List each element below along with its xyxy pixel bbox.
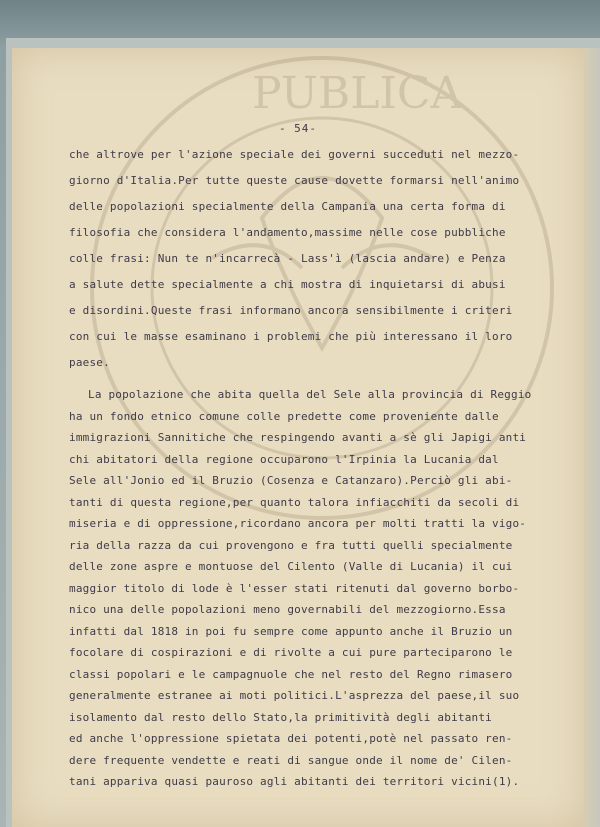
text-line: Sele all'Jonio ed il Bruzio (Cosenza e Catanzaro).Perciò gli abi-: [69, 474, 513, 487]
text-line: focolare di cospirazioni e di rivolte a cui pure parteciparono le: [69, 646, 513, 659]
text-line: ria della razza da cui provengono e fra tutti quelli specialmente: [69, 538, 513, 552]
text-line: delle popolazioni specialmente della Campania una certa forma di: [69, 200, 506, 213]
svg-text:PUBLICA: PUBLICA: [252, 68, 463, 119]
text-line: giorno d'Italia.Per tutte queste cause dovette formarsi nell'animo: [69, 174, 520, 187]
text-line: tani appariva quasi pauroso agli abitanti dei territori vicini(1).: [69, 775, 520, 788]
text-line: con cui le masse esaminano i problemi che più interessano il loro: [69, 330, 513, 343]
page-edge: [584, 48, 600, 827]
text-line: generalmente estranee ai moti politici.L'asprezza del paese,il suo: [69, 689, 520, 702]
document-page: [12, 48, 584, 827]
text-line: nico una delle popolazioni meno governabili del mezzogiorno.Essa: [69, 603, 506, 616]
text-line: isolamento dal resto dello Stato,la primitività degli abitanti: [69, 710, 492, 724]
text-line: classi popolari e le campagnuole che nel resto del Regno rimasero: [69, 667, 513, 681]
text-line: ha un fondo etnico comune colle predette come proveniente dalle: [69, 409, 499, 423]
text-line: e disordini.Queste frasi informano ancora sensibilmente i criteri: [69, 304, 513, 317]
text-line: miseria e di oppressione,ricordano ancora per molti tratti la vigo-: [69, 517, 527, 530]
text-line: delle zone aspre e montuose del Cilento (Valle di Lucania) il cui: [69, 560, 513, 573]
text-line: chi abitatori della regione occuparono l'Irpinia la Lucania dal: [69, 452, 499, 466]
text-line: paese.: [69, 356, 110, 369]
text-line: maggior titolo di lode è l'esser stati ritenuti dal governo borbo-: [69, 581, 520, 595]
text-line: filosofia che considera l'andamento,massime nelle cose pubbliche: [69, 226, 506, 239]
text-line: La popolazione che abita quella del Sele alla provincia di Reggio: [88, 388, 532, 401]
text-line: infatti dal 1818 in poi fu sempre come appunto anche il Bruzio un: [69, 624, 513, 638]
text-line: che altrove per l'azione speciale dei governi succeduti nel mezzo-: [69, 148, 520, 161]
text-line: colle frasi: Nun te n'incarrecà - Lass'ì (lascia andare) e Penza: [69, 252, 506, 265]
text-line: a salute dette specialmente a chi mostra di inquietarsi di abusi: [69, 278, 506, 291]
page-number: - 54-: [278, 122, 318, 135]
text-line: ed anche l'oppressione spietata dei potenti,potè nel passato ren-: [69, 732, 513, 745]
text-line: tanti di questa regione,per quanto talora infiacchiti da secoli di: [69, 495, 520, 509]
text-line: immigrazioni Sannitiche che respingendo avanti a sè gli Japigi anti: [69, 431, 527, 444]
text-line: dere frequente vendette e reati di sangue onde il nome de' Cilen-: [69, 753, 513, 767]
